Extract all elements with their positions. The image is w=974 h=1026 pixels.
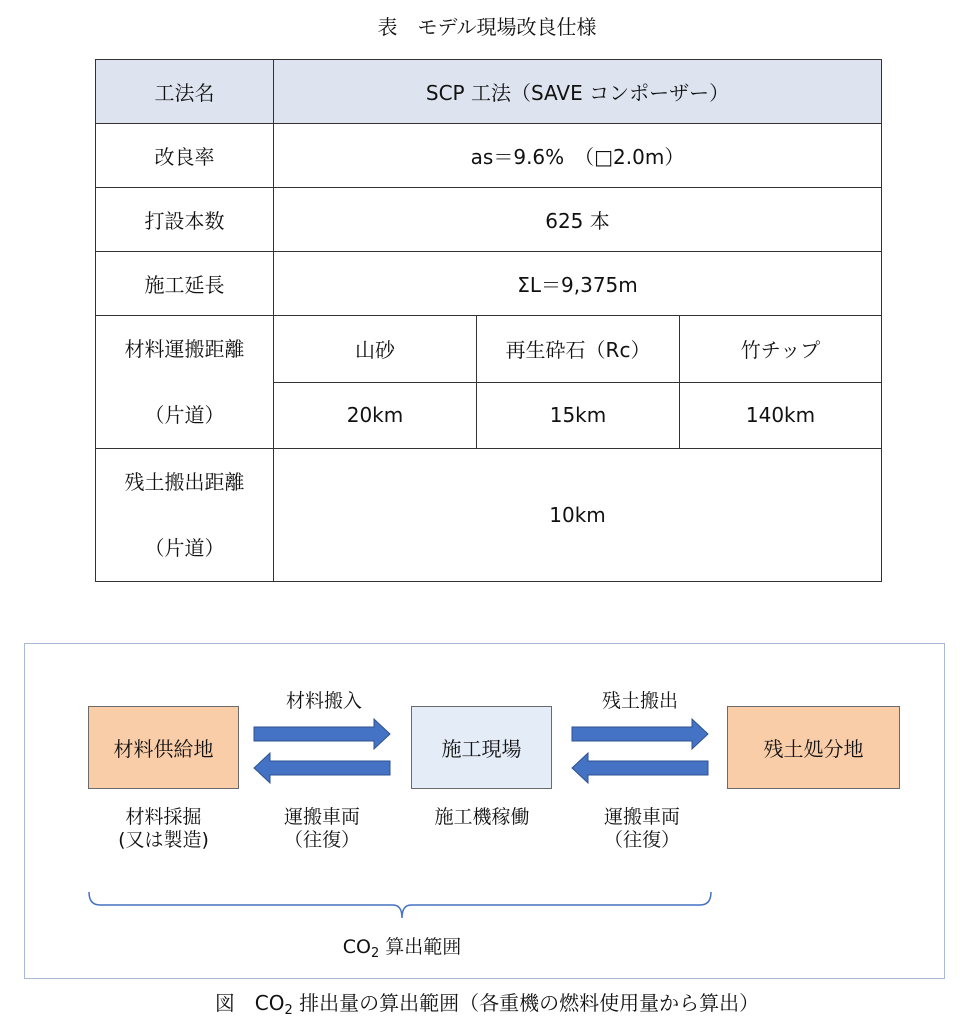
scope-bracket (89, 892, 711, 918)
label-transport-line1: 材料運搬距離 (124, 337, 245, 361)
vehicle-right-label (562, 806, 722, 852)
site-activity-label: 施工機稼働 (434, 806, 530, 828)
value-soil: 10km (274, 449, 882, 582)
value-length: ΣL＝9,375m (274, 252, 882, 316)
label-soil-line1: 残土搬出距離 (124, 470, 245, 494)
material-bamboo-chip: 竹チップ (680, 316, 882, 383)
material-sand: 山砂 (274, 316, 477, 383)
label-soil-line2: （片道） (144, 536, 225, 560)
vehicle-right-line1: 運搬車両 (603, 806, 680, 828)
label-transport-line2: （片道） (144, 403, 225, 427)
label-length: 施工延長 (96, 252, 274, 316)
supply-activity-line2: (又は製造) (118, 829, 209, 851)
figure-caption-prefix: 図 CO (214, 991, 285, 1015)
figure-caption-sub: 2 (284, 1003, 293, 1018)
supply-activity-line1: 材料採掘 (125, 806, 202, 828)
arrow-disposal-to-site (572, 753, 708, 783)
supply-activity-label (88, 806, 239, 852)
material-inbound-label: 材料搬入 (285, 690, 362, 712)
soil-outbound-label: 残土搬出 (601, 690, 678, 712)
construction-site-box: 施工現場 (411, 706, 552, 789)
label-count: 打設本数 (96, 188, 274, 252)
supply-site-box: 材料供給地 (88, 706, 239, 789)
scope-label-suffix: 算出範囲 (379, 936, 462, 958)
distance-sand: 20km (274, 382, 477, 449)
figure-caption-suffix: 排出量の算出範囲（各重機の燃料使用量から算出） (292, 991, 760, 1015)
vehicle-left-label (242, 806, 402, 852)
scope-label-prefix: CO (342, 936, 371, 958)
value-ratio: as＝9.6% （□2.0m） (274, 124, 882, 188)
arrow-supply-to-site (254, 719, 390, 749)
vehicle-left-line1: 運搬車両 (283, 806, 360, 828)
arrow-site-to-supply (254, 753, 390, 783)
vehicle-right-line2: （往復） (603, 829, 680, 851)
scope-label (282, 936, 522, 965)
table-caption: 表 モデル現場改良仕様 (377, 15, 597, 39)
label-ratio: 改良率 (96, 124, 274, 188)
arrow-site-to-disposal (572, 719, 708, 749)
vehicle-left-line2: （往復） (283, 829, 360, 851)
distance-recycled-gravel: 15km (477, 382, 680, 449)
label-method: 工法名 (96, 60, 274, 124)
value-count: 625 本 (274, 188, 882, 252)
scope-label-sub: 2 (370, 946, 380, 961)
disposal-site-box: 残土処分地 (727, 706, 900, 789)
value-method: SCP 工法（SAVE コンポーザー） (274, 60, 882, 124)
figure-caption (0, 988, 974, 1018)
material-recycled-gravel: 再生砕石（Rc） (477, 316, 680, 383)
distance-bamboo-chip: 140km (680, 382, 882, 449)
